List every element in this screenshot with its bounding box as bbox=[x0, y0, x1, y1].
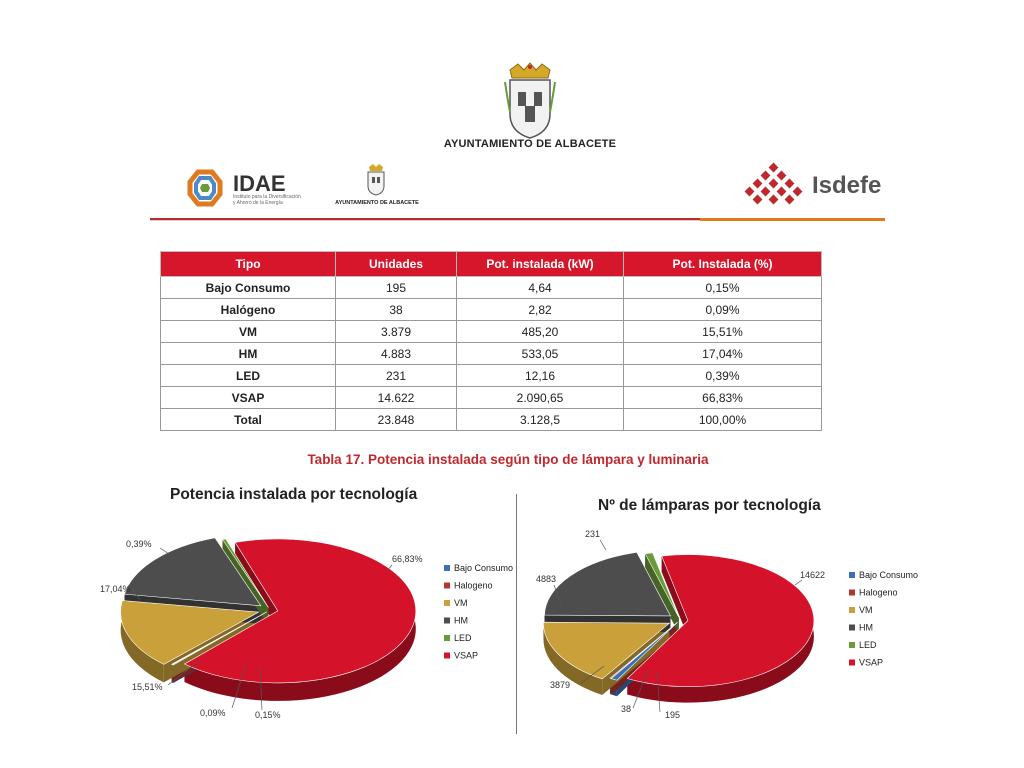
legend-swatch bbox=[849, 660, 855, 666]
table-cell: Total bbox=[161, 409, 336, 431]
table-cell: 38 bbox=[336, 299, 457, 321]
data-label: 66,83% bbox=[392, 554, 423, 564]
leader-line bbox=[795, 580, 802, 585]
data-label: 231 bbox=[585, 529, 601, 539]
organization-name: AYUNTAMIENTO DE ALBACETE bbox=[443, 138, 617, 150]
table-cell: 4,64 bbox=[457, 277, 624, 299]
pie-chart-2 bbox=[536, 529, 918, 720]
data-label: 17,04% bbox=[100, 584, 131, 594]
data-label: 15,51% bbox=[132, 682, 163, 692]
data-label: 3879 bbox=[550, 680, 571, 690]
table-cell: VSAP bbox=[161, 387, 336, 409]
table-cell: 66,83% bbox=[624, 387, 822, 409]
table-cell: 2.090,65 bbox=[457, 387, 624, 409]
table-cell: Bajo Consumo bbox=[161, 277, 336, 299]
organization-name-small: AYUNTAMIENTO DE ALBACETE bbox=[335, 200, 419, 206]
legend-label: VSAP bbox=[859, 657, 884, 668]
legend-label: VM bbox=[859, 605, 873, 615]
table-cell: 4.883 bbox=[336, 343, 457, 365]
table-header-cell: Pot. instalada (kW) bbox=[457, 252, 624, 277]
legend-label: Bajo Consumo bbox=[454, 563, 514, 573]
data-label: 0,15% bbox=[255, 710, 281, 720]
table-cell: 231 bbox=[336, 365, 457, 387]
chart-title: Nº de lámparas por tecnología bbox=[598, 497, 821, 514]
table-cell: 15,51% bbox=[624, 321, 822, 343]
data-label: 0,09% bbox=[200, 708, 226, 718]
leader-line bbox=[600, 540, 606, 550]
data-label: 14622 bbox=[800, 570, 826, 580]
legend-label: LED bbox=[454, 633, 472, 643]
table-cell: Halógeno bbox=[161, 299, 336, 321]
legend-label: VM bbox=[454, 598, 468, 608]
legend-label: Halogeno bbox=[454, 580, 493, 591]
table-cell: VM bbox=[161, 321, 336, 343]
data-label: 195 bbox=[665, 710, 681, 720]
idae-subtitle: Instituto para la Diversificación y Ahorro de la Energía bbox=[233, 194, 301, 206]
table-cell: 2,82 bbox=[457, 299, 624, 321]
legend-label: Halogeno bbox=[859, 587, 898, 598]
legend-swatch bbox=[849, 642, 855, 648]
idae-name: IDAE bbox=[233, 171, 286, 196]
legend-label: VSAP bbox=[454, 650, 479, 661]
table-cell: 14.622 bbox=[336, 387, 457, 409]
table-cell: 17,04% bbox=[624, 343, 822, 365]
table-header-cell: Pot. Instalada (%) bbox=[624, 252, 822, 277]
table-cell: HM bbox=[161, 343, 336, 365]
legend-label: HM bbox=[454, 615, 468, 626]
legend-label: HM bbox=[859, 622, 873, 633]
data-label: 38 bbox=[621, 704, 632, 714]
table-caption: Tabla 17. Potencia instalada según tipo de lámpara y luminaria bbox=[307, 452, 709, 467]
legend-label: Bajo Consumo bbox=[859, 570, 919, 580]
legend-swatch bbox=[849, 590, 855, 596]
legend-label: LED bbox=[859, 640, 877, 650]
isdefe-name: Isdefe bbox=[812, 172, 882, 199]
legend-swatch bbox=[444, 583, 450, 589]
table-cell: 3.128,5 bbox=[457, 409, 624, 431]
legend-swatch bbox=[444, 618, 450, 624]
table-cell: 23.848 bbox=[336, 409, 457, 431]
legend-swatch bbox=[444, 600, 450, 606]
data-label: 4883 bbox=[536, 574, 557, 584]
table-cell: LED bbox=[161, 365, 336, 387]
table-cell: 0,09% bbox=[624, 299, 822, 321]
table-cell: 533,05 bbox=[457, 343, 624, 365]
legend-swatch bbox=[444, 653, 450, 659]
table-header-cell: Unidades bbox=[336, 252, 457, 277]
legend-swatch bbox=[444, 635, 450, 641]
table-cell: 485,20 bbox=[457, 321, 624, 343]
table-cell: 195 bbox=[336, 277, 457, 299]
data-label: 0,39% bbox=[126, 539, 152, 549]
table-cell: 0,39% bbox=[624, 365, 822, 387]
chart-title: Potencia instalada por tecnología bbox=[170, 486, 418, 503]
legend-swatch bbox=[849, 572, 855, 578]
legend-swatch bbox=[444, 565, 450, 571]
pie-chart-1 bbox=[100, 538, 513, 720]
table-header-cell: Tipo bbox=[161, 252, 336, 277]
table-cell: 0,15% bbox=[624, 277, 822, 299]
legend-swatch bbox=[849, 625, 855, 631]
table-cell: 12,16 bbox=[457, 365, 624, 387]
table-cell: 100,00% bbox=[624, 409, 822, 431]
legend-swatch bbox=[849, 607, 855, 613]
table-cell: 3.879 bbox=[336, 321, 457, 343]
